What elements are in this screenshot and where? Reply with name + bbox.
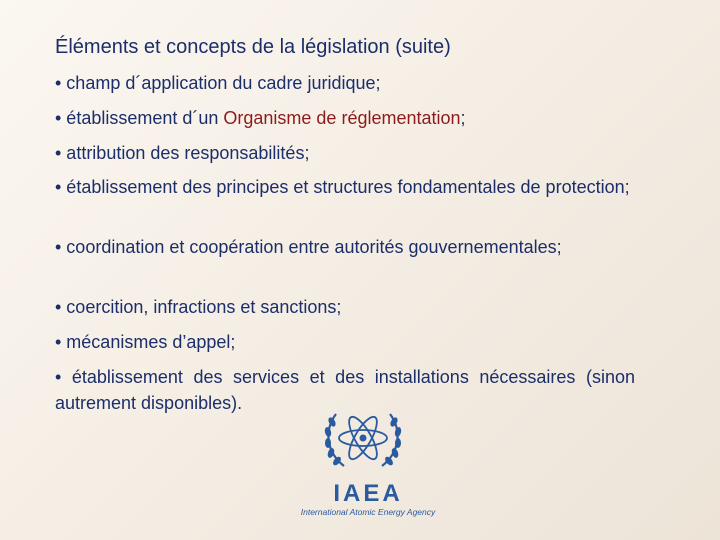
bullet-text: • champ d´application du cadre juridique; <box>55 73 381 93</box>
logo-wordmark: IAEA <box>333 480 403 507</box>
logo-subtitle: International Atomic Energy Agency <box>300 507 436 517</box>
bullet-item <box>55 294 341 320</box>
bullet-text: • attribution des responsabilités; <box>55 143 310 163</box>
bullet-item <box>55 329 235 355</box>
bullet-text: • mécanismes d’appel; <box>55 332 236 352</box>
bullet-item <box>55 70 381 96</box>
bullet-text: • coercition, infractions et sanctions; <box>55 297 342 317</box>
bullet-item <box>55 140 309 166</box>
slide-title: Éléments et concepts de la législation (suite) <box>55 36 451 58</box>
bullet-text: • établissement d´un <box>55 108 224 128</box>
bullet-text-end: ; <box>460 108 466 128</box>
bullet-text: • coordination et coopération entre autorités gouvernementales; <box>55 237 562 257</box>
iaea-logo <box>288 400 448 520</box>
atom-wreath-icon <box>318 400 408 480</box>
bullet-item <box>55 105 466 131</box>
bullet-highlight: Organisme de réglementation <box>223 108 461 128</box>
bullet-text: • établissement des services et des installations nécessaires (sinon autrement disponibles). <box>55 367 635 413</box>
bullet-text: • établissement des principes et structures fondamentales de protection; <box>55 177 630 197</box>
bullet-item <box>55 174 635 200</box>
bullet-item <box>55 234 635 260</box>
